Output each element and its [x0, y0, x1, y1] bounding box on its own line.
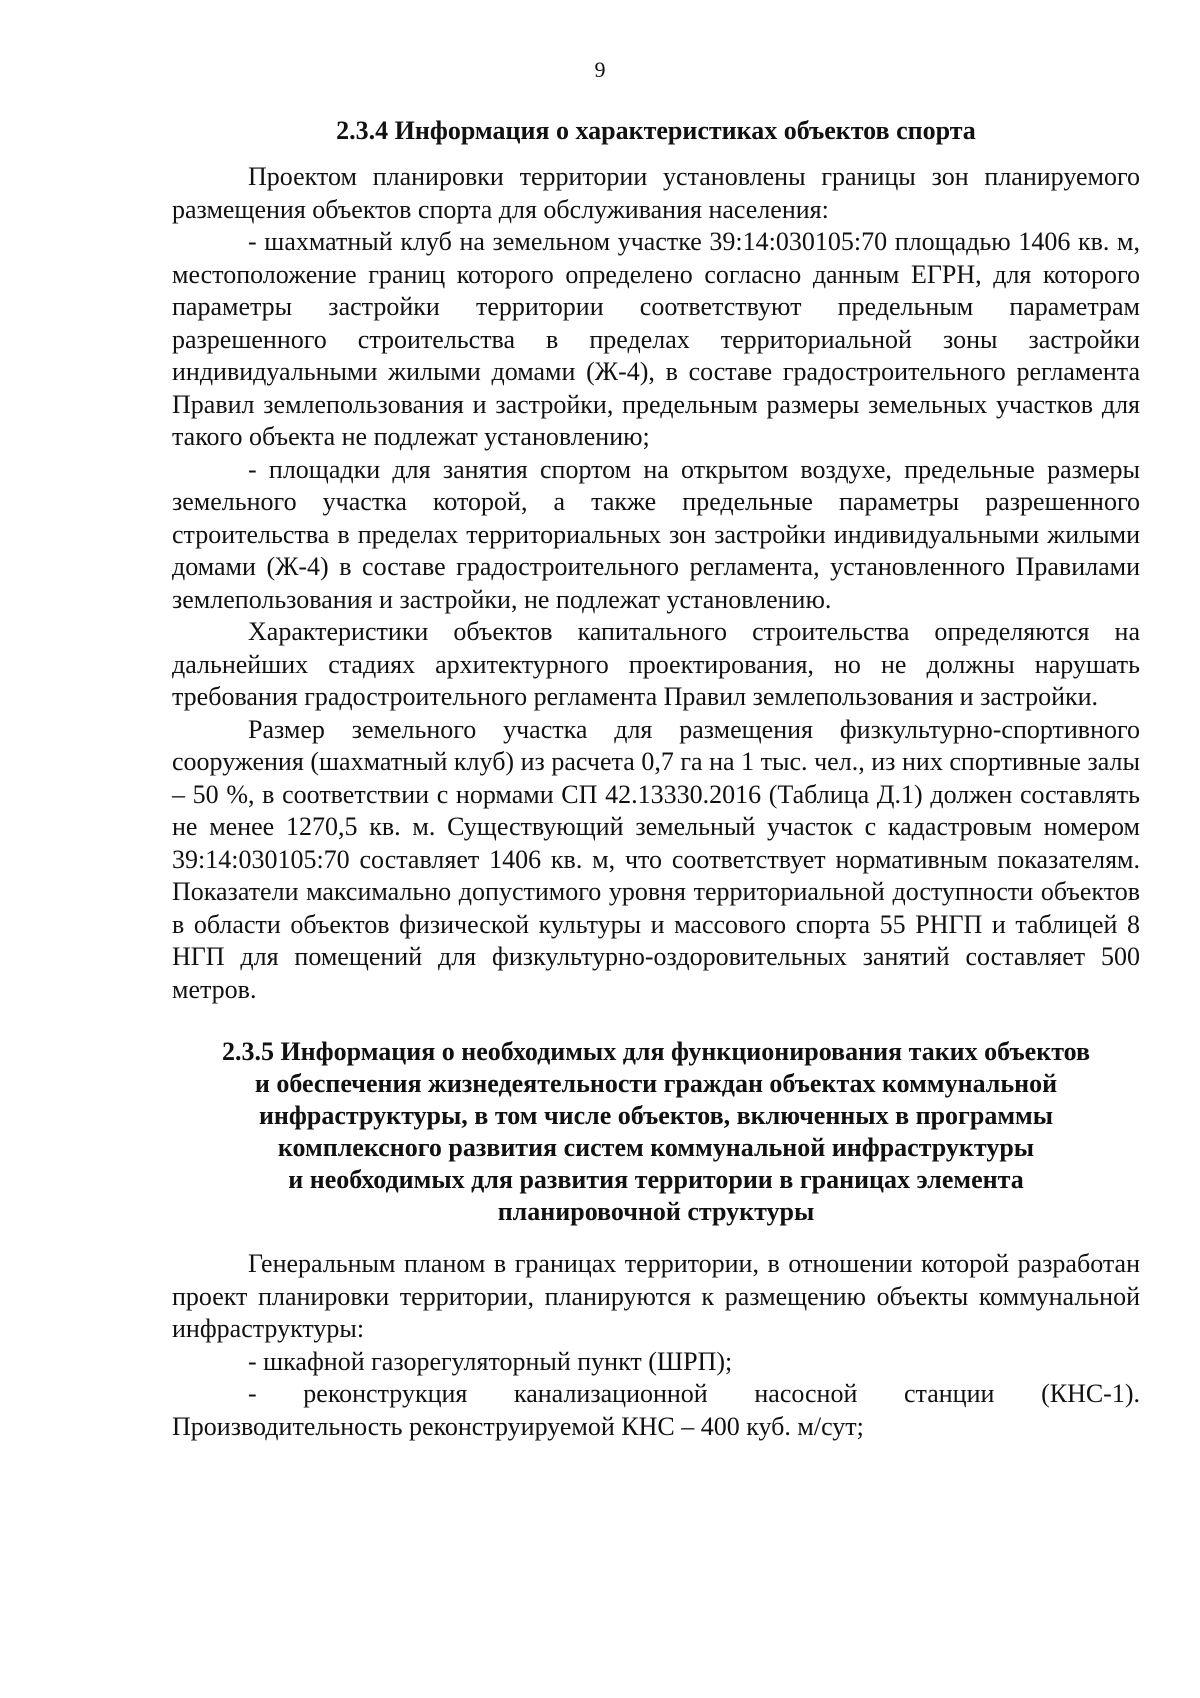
heading-line: 2.3.5 Информация о необходимых для функционирования таких объектов [221, 1037, 1091, 1066]
heading-line: инфраструктуры, в том числе объектов, включенных в программы [258, 1101, 1054, 1130]
heading-line: и необходимых для развития территории в границах элемента [288, 1165, 1024, 1194]
paragraph-intro: Проектом планировки территории установлены границы зон планируемого размещения объектов спорта для обслуживания населения: [172, 162, 1140, 224]
paragraph-land-size: Размер земельного участка для размещения физкультурно-спортивного сооружения (шахматный клуб) из расчета 0,7 га на 1 тыс. чел., из них спортивные залы – 50 %, в соответствии с нормами СП 42.13330.2016 (Таблица Д.1) должен составлять не менее 1270,5 кв. м. Существующий земельный участок с кадастровым номером 39:14:030105:70 составляет 1406 кв. м, что соответствует нормативным показателям. Показатели максимально допустимого уровня территориальной доступности объектов в области объектов физической культуры и массового спорта 55 РНГП и таблицей 8 НГП для помещений для физкультурно-оздоровительных занятий составляет 500 метров. [172, 714, 1140, 1004]
paragraph-outdoor-sports: - площадки для занятия спортом на открытом воздухе, предельные размеры земельного участка которой, а также предельные параметры разрешенного строительства в пределах территориальных зон застройки индивидуальными жилыми домами (Ж-4) в составе градостроительного регламента, установленного Правилами землепользования и застройки, не подлежат установлению. [172, 454, 1140, 614]
list-item-pump-station: - реконструкция канализационной насосной станции (КНС-1). Производительность реконструируемой КНС – 400 куб. м/сут; [172, 1379, 1140, 1441]
section-heading-2-3-5 [172, 1036, 1140, 1228]
heading-line: планировочной структуры [497, 1197, 815, 1226]
list-item-gas-point: - шкафной газорегуляторный пункт (ШРП); [248, 1346, 733, 1376]
heading-line: комплексного развития систем коммунальной инфраструктуры [277, 1133, 1035, 1162]
document-body [172, 112, 1140, 1443]
paragraph-characteristics: Характеристики объектов капитального строительства определяются на дальнейших стадиях архитектурного проектирования, но не должны нарушать требования градостроительного регламента Правил землепользования и застройки. [172, 617, 1140, 711]
page-number: 9 [594, 57, 606, 82]
paragraph-general-plan: Генеральным планом в границах территории, в отношении которой разработан проект планировки территории, планируются к размещению объекты коммунальной инфраструктуры: [172, 1249, 1140, 1343]
heading-line: и обеспечения жизнедеятельности граждан объектах коммунальной [254, 1069, 1058, 1098]
paragraph-chess-club: - шахматный клуб на земельном участке 39:14:030105:70 площадью 1406 кв. м, местоположение границ которого определено согласно данным ЕГРН, для которого параметры застройки территории соответствуют предельным параметрам разрешенного строительства в пределах территориальной зоны застройки индивидуальными жилыми домами (Ж-4), в составе градостроительного регламента Правил землепользования и застройки, предельным размеры земельных участков для такого объекта не подлежат установлению; [172, 227, 1140, 451]
section-heading-2-3-4: 2.3.4 Информация о характеристиках объектов спорта [336, 116, 976, 145]
